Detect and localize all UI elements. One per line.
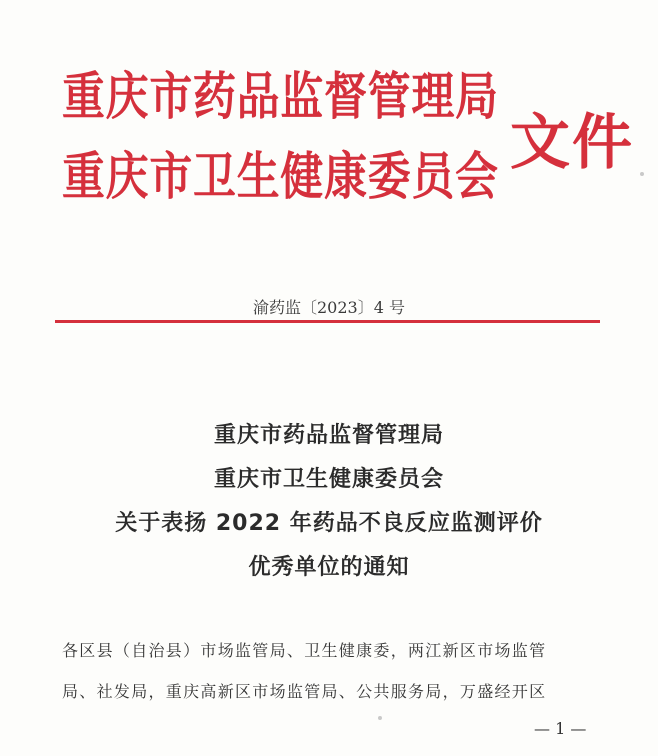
issuer-name-1: 重庆市药品监督管理局 bbox=[62, 68, 499, 127]
issuer-name-2: 重庆市卫生健康委员会 bbox=[62, 148, 499, 207]
title-line-1: 重庆市药品监督管理局 bbox=[213, 423, 444, 448]
title-line-2: 重庆市卫生健康委员会 bbox=[213, 467, 444, 492]
page-number: — 1 — bbox=[534, 719, 587, 738]
scan-speck bbox=[640, 172, 644, 176]
document-header bbox=[62, 62, 634, 222]
document-number: 渝药监〔2023〕4 号 bbox=[253, 298, 405, 317]
scan-speck bbox=[378, 716, 382, 720]
title-line-3: 关于表扬 2022 年药品不良反应监测评价 bbox=[115, 511, 543, 536]
body-text-line-1: 各区县（自治县）市场监管局、卫生健康委，两江新区市场监管 bbox=[62, 641, 547, 660]
body-text-line-2: 局、社发局，重庆高新区市场监管局、公共服务局，万盛经开区 bbox=[62, 682, 547, 701]
document-title bbox=[0, 414, 658, 590]
title-line-4: 优秀单位的通知 bbox=[248, 555, 410, 580]
red-divider bbox=[55, 320, 600, 323]
document-word: 文件 bbox=[510, 108, 634, 178]
